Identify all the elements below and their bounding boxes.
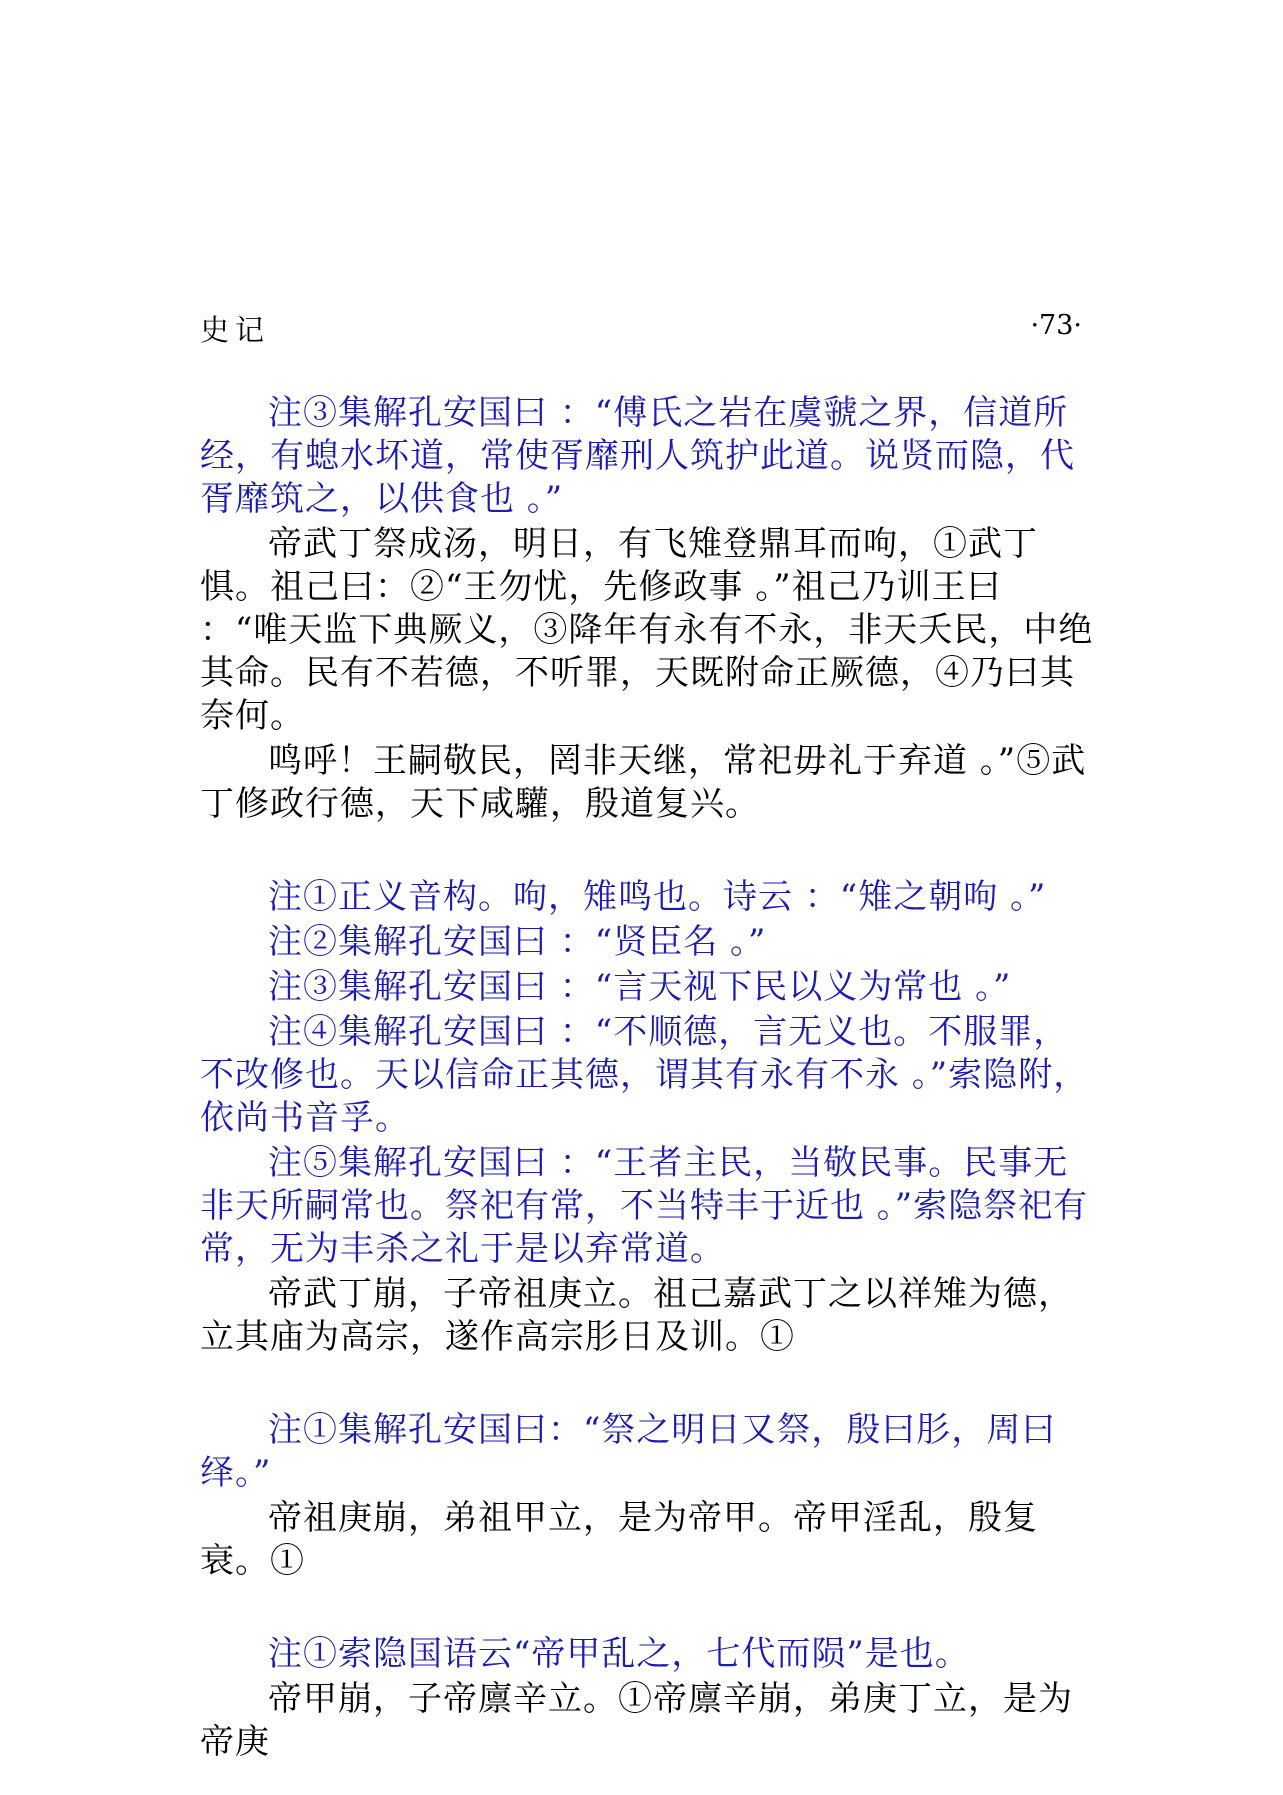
paragraph-gap (200, 828, 1100, 876)
annotation-paragraph: 注②集解孔安国曰 ：“贤臣名 。” (268, 922, 767, 962)
annotation-paragraph: 注①正义音构。呴，雉鸣也。诗云 ：“雉之朝呴 。” (268, 877, 1047, 917)
page-header (200, 308, 1082, 348)
page-number: ·73· (1030, 310, 1082, 341)
body-paragraph: 帝武丁祭成汤，明日，有飞雉登鼎耳而呴，①武丁惧。祖己曰：②“王勿忧，先修政事 。”祖己乃训王曰 ：“唯天监下典厥义，③降年有永有不永，非天夭民，中绝其命。民有不若德，不听罪，天既附命正厥德，④乃曰其奈何。 (200, 524, 1094, 736)
paragraph-gap (200, 1585, 1100, 1633)
page-body (200, 392, 1100, 1766)
annotation-paragraph: 注③集解孔安国曰 ：“傅氏之岩在虞虢之界，信道所经，有螅水坏道，常使胥靡刑人筑护此道。说贤而隐，代胥靡筑之，以供食也 。” (200, 393, 1075, 519)
body-paragraph: 帝甲崩，子帝廪辛立。①帝廪辛崩，弟庚丁立，是为帝庚 (200, 1679, 1073, 1762)
annotation-paragraph: 注⑤集解孔安国曰 ：“王者主民，当敬民事。民事无非天所嗣常也。祭祀有常，不当特丰于近也 。”索隐祭祀有常，无为丰杀之礼于是以弃常道。 (200, 1143, 1089, 1269)
paragraph-gap (200, 1361, 1100, 1409)
body-paragraph: 鸣呼！王嗣敬民，罔非天继，常祀毋礼于弃道 。”⑤武丁修政行德，天下咸驩，殷道复兴。 (200, 741, 1087, 824)
annotation-paragraph: 注①集解孔安国曰：“祭之明日又祭，殷曰肜，周曰绎。” (200, 1410, 1057, 1493)
annotation-paragraph: 注③集解孔安国曰 ：“言天视下民以义为常也 。” (268, 967, 1012, 1007)
body-paragraph: 帝祖庚崩，弟祖甲立，是为帝甲。帝甲淫乱，殷复衰。① (200, 1498, 1038, 1581)
annotation-paragraph: 注①索隐国语云“帝甲乱之，七代而陨”是也。 (268, 1634, 970, 1674)
book-title: 史记 (200, 313, 271, 347)
body-paragraph: 帝武丁崩，子帝祖庚立。祖己嘉武丁之以祥雉为德，立其庙为高宗，遂作高宗肜日及训。① (200, 1274, 1073, 1357)
annotation-paragraph: 注④集解孔安国曰 ：“不顺德，言无义也。不服罪，不改修也。天以信命正其德，谓其有永有不永 。”索隐附，依尚书音孚。 (200, 1012, 1089, 1138)
